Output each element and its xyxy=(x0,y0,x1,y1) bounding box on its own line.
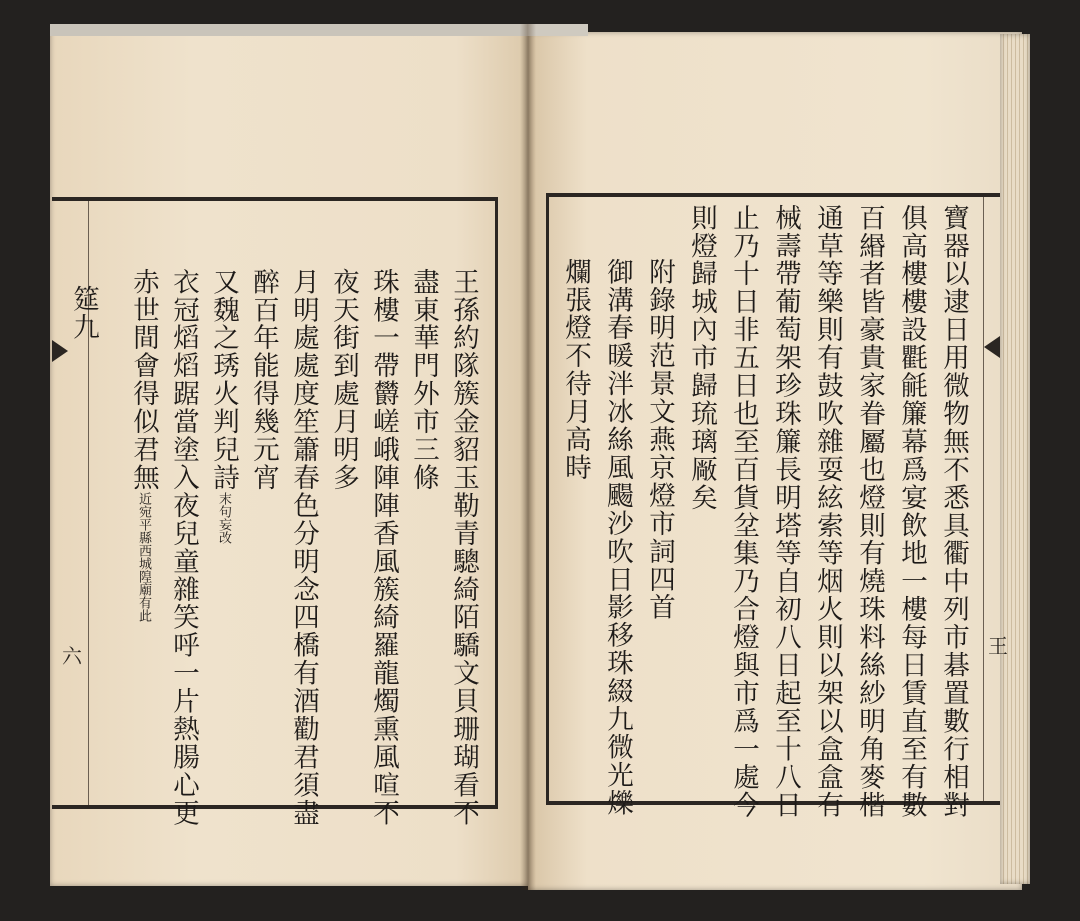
right-frame-inner-rule xyxy=(983,197,984,801)
left-col-5: 月明處處度笙簫春色分明念四橋有酒勸君須盡 xyxy=(288,268,319,827)
left-col-1: 王孫約隊簇金貂玉勒青驄綺陌驕文貝珊瑚看不 xyxy=(448,268,479,827)
top-edge-left xyxy=(50,24,528,36)
right-col-5: 械壽帶葡萄架珍珠簾長明塔等自初八日起至十八日 xyxy=(770,204,801,819)
left-col-7 xyxy=(208,268,239,544)
right-col-8: 附錄明范景文燕京燈市詞四首 xyxy=(644,258,675,622)
right-fish-tail-mark xyxy=(984,336,1000,358)
top-edge-right xyxy=(528,24,588,36)
left-col-4: 夜天街到處月明多 xyxy=(328,268,359,492)
left-col-3: 珠樓一帶欝嵯峨陣陣香風簇綺羅龍燭熏風喧不 xyxy=(368,268,399,827)
right-col-1: 寶器以逮日用微物無不悉具衢中列市碁置數行相對 xyxy=(938,204,969,819)
right-col-2: 俱高樓樓設氍毹簾幕爲宴飲地一樓每日賃直至有數 xyxy=(896,204,927,819)
right-col-6: 止乃十日非五日也至百貨坌集乃合燈與市爲一處今 xyxy=(728,204,759,819)
left-col-9-main: 赤世間會得似君無 xyxy=(128,268,159,492)
left-col-7-note-a: 末句 xyxy=(216,491,231,518)
right-margin-page-mark: 王 xyxy=(988,634,1008,658)
left-col-7-note-b: 妄改 xyxy=(216,517,231,544)
left-margin-title: 筵九 xyxy=(68,285,99,341)
left-col-9 xyxy=(128,268,159,622)
page-edges xyxy=(1000,34,1030,884)
left-margin-page-mark: 六 xyxy=(62,644,82,668)
left-col-6: 醉百年能得幾元宵 xyxy=(248,268,279,492)
book-gutter xyxy=(520,24,536,890)
right-col-3: 百緡者皆豪貴家眷屬也燈則有燒珠料絲紗明角麥楷 xyxy=(854,204,885,819)
right-col-4: 通草等樂則有鼓吹雜耍絃索等烟火則以架以盒盒有 xyxy=(812,204,843,819)
left-col-8: 衣冠熖熖踞當塗入夜兒童雜笑呼一片熱腸心更 xyxy=(168,268,199,827)
left-col-2: 盡東華門外市三條 xyxy=(408,268,439,492)
right-col-10: 爛張燈不待月高時 xyxy=(560,258,591,482)
left-col-7-main: 又魏之琇火判兒詩 xyxy=(208,268,239,492)
left-fish-tail-mark xyxy=(52,340,68,362)
right-col-7: 則燈歸城內市歸琉璃厰矣 xyxy=(686,204,717,512)
left-col-9-note: 近宛平縣西城隍廟有此 xyxy=(136,491,151,622)
right-col-9: 御溝春暖泮冰絲風颺沙吹日影移珠綴九微光爍 xyxy=(602,258,633,817)
